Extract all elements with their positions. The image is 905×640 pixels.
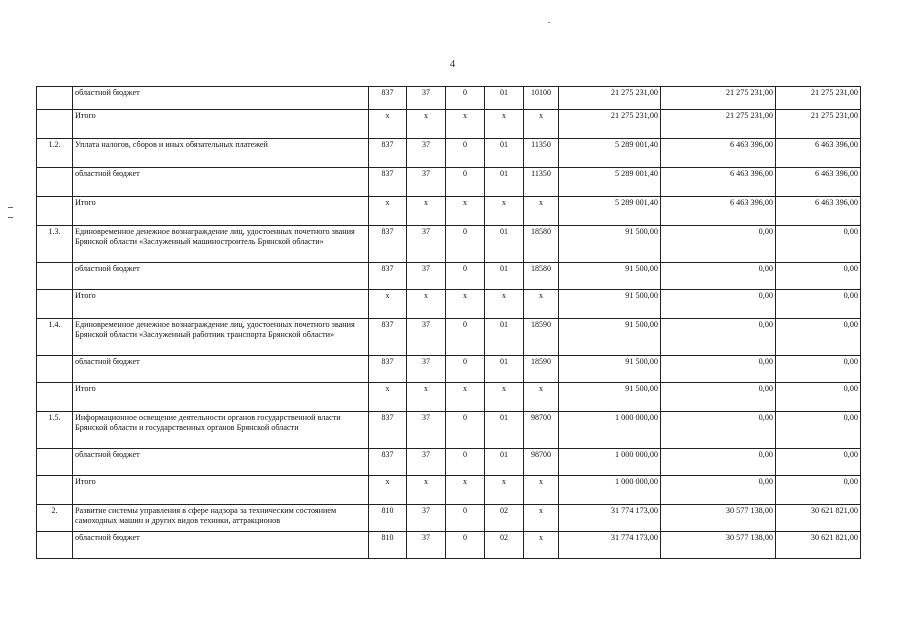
program-part-code-cell: 0 (446, 139, 485, 168)
scan-speck (548, 22, 550, 23)
row-number-cell (37, 168, 73, 197)
main-activity-code-cell: х (485, 110, 524, 139)
subprogram-code-cell: 37 (407, 168, 446, 197)
amount-year1-cell: 21 275 231,00 (559, 87, 661, 110)
main-activity-code-cell: 01 (485, 412, 524, 449)
main-activity-code-cell: х (485, 290, 524, 319)
amount-year1-cell: 91 500,00 (559, 319, 661, 356)
row-name-cell: Единовременное денежное вознаграждение лиц, удостоенных почетного звания Брянской области «Заслуженный работник транспорта Брянской области» (73, 319, 369, 356)
amount-year1-cell: 91 500,00 (559, 263, 661, 290)
gov-agency-code-cell: 837 (369, 139, 407, 168)
amount-year1-cell: 1 000 000,00 (559, 449, 661, 476)
program-part-code-cell: 0 (446, 505, 485, 532)
row-name-cell: областной бюджет (73, 532, 369, 559)
row-number-cell (37, 532, 73, 559)
main-activity-code-cell: 01 (485, 319, 524, 356)
row-name-cell: областной бюджет (73, 168, 369, 197)
amount-year2-cell: 0,00 (661, 290, 776, 319)
subprogram-code-cell: 37 (407, 319, 446, 356)
row-name-cell: Развитие системы управления в сфере надзора за техническим состоянием самоходных машин и других видов техники, аттракционов (73, 505, 369, 532)
amount-year3-cell: 21 275 231,00 (776, 110, 861, 139)
direction-code-cell: 11350 (524, 139, 559, 168)
direction-code-cell: х (524, 505, 559, 532)
amount-year2-cell: 21 275 231,00 (661, 87, 776, 110)
row-name-cell: Информационное освещение деятельности органов государственной власти Брянской области и государственных органов Брянской области (73, 412, 369, 449)
program-part-code-cell: х (446, 197, 485, 226)
direction-code-cell: 18590 (524, 356, 559, 383)
amount-year1-cell: 5 289 001,40 (559, 139, 661, 168)
table-row (37, 226, 861, 263)
main-activity-code-cell: 02 (485, 505, 524, 532)
main-activity-code-cell: 01 (485, 226, 524, 263)
program-part-code-cell: х (446, 290, 485, 319)
table-row (37, 383, 861, 412)
subprogram-code-cell: 37 (407, 449, 446, 476)
table-row (37, 110, 861, 139)
amount-year3-cell: 0,00 (776, 319, 861, 356)
subprogram-code-cell: 37 (407, 263, 446, 290)
direction-code-cell: х (524, 290, 559, 319)
direction-code-cell: 18580 (524, 263, 559, 290)
amount-year2-cell: 0,00 (661, 263, 776, 290)
page-number: 4 (449, 58, 456, 70)
row-number-cell (37, 263, 73, 290)
gov-agency-code-cell: 837 (369, 412, 407, 449)
row-number-cell (37, 290, 73, 319)
amount-year3-cell: 0,00 (776, 476, 861, 505)
row-number-cell (37, 449, 73, 476)
row-name-cell: Единовременное денежное вознаграждение лиц, удостоенных почетного звания Брянской области «Заслуженный машиностроитель Брянской области» (73, 226, 369, 263)
row-name-cell: Итого (73, 476, 369, 505)
program-part-code-cell: 0 (446, 263, 485, 290)
program-part-code-cell: 0 (446, 412, 485, 449)
amount-year2-cell: 0,00 (661, 383, 776, 412)
program-part-code-cell: 0 (446, 226, 485, 263)
gov-agency-code-cell: 837 (369, 226, 407, 263)
amount-year3-cell: 0,00 (776, 356, 861, 383)
row-number-cell (37, 356, 73, 383)
amount-year2-cell: 0,00 (661, 412, 776, 449)
gov-agency-code-cell: 810 (369, 505, 407, 532)
row-number-cell (37, 87, 73, 110)
program-part-code-cell: 0 (446, 449, 485, 476)
gov-agency-code-cell: х (369, 197, 407, 226)
amount-year2-cell: 0,00 (661, 476, 776, 505)
table-row (37, 197, 861, 226)
row-name-cell: областной бюджет (73, 263, 369, 290)
table-row (37, 412, 861, 449)
table-row (37, 476, 861, 505)
subprogram-code-cell: х (407, 476, 446, 505)
program-part-code-cell: х (446, 476, 485, 505)
amount-year1-cell: 31 774 173,00 (559, 505, 661, 532)
subprogram-code-cell: х (407, 290, 446, 319)
table-row (37, 87, 861, 110)
direction-code-cell: 10100 (524, 87, 559, 110)
program-part-code-cell: 0 (446, 168, 485, 197)
row-name-cell: Уплата налогов, сборов и иных обязательных платежей (73, 139, 369, 168)
direction-code-cell: х (524, 383, 559, 412)
amount-year3-cell: 30 621 821,00 (776, 532, 861, 559)
budget-table (36, 86, 861, 559)
program-part-code-cell: х (446, 383, 485, 412)
row-number-cell: 1.5. (37, 412, 73, 449)
scan-mark (8, 217, 13, 218)
program-part-code-cell: 0 (446, 356, 485, 383)
row-number-cell (37, 476, 73, 505)
amount-year2-cell: 6 463 396,00 (661, 197, 776, 226)
gov-agency-code-cell: х (369, 383, 407, 412)
main-activity-code-cell: 01 (485, 449, 524, 476)
row-number-cell: 2. (37, 505, 73, 532)
amount-year2-cell: 0,00 (661, 356, 776, 383)
amount-year3-cell: 0,00 (776, 383, 861, 412)
amount-year1-cell: 91 500,00 (559, 383, 661, 412)
subprogram-code-cell: 37 (407, 505, 446, 532)
amount-year3-cell: 6 463 396,00 (776, 168, 861, 197)
amount-year3-cell: 6 463 396,00 (776, 139, 861, 168)
row-name-cell: Итого (73, 197, 369, 226)
amount-year1-cell: 21 275 231,00 (559, 110, 661, 139)
program-part-code-cell: х (446, 110, 485, 139)
row-name-cell: Итого (73, 110, 369, 139)
direction-code-cell: х (524, 110, 559, 139)
amount-year1-cell: 5 289 001,40 (559, 168, 661, 197)
subprogram-code-cell: 37 (407, 532, 446, 559)
program-part-code-cell: 0 (446, 87, 485, 110)
row-number-cell: 1.4. (37, 319, 73, 356)
row-number-cell (37, 383, 73, 412)
main-activity-code-cell: х (485, 197, 524, 226)
row-name-cell: областной бюджет (73, 356, 369, 383)
table-row (37, 356, 861, 383)
subprogram-code-cell: х (407, 110, 446, 139)
table-row (37, 505, 861, 532)
direction-code-cell: 11350 (524, 168, 559, 197)
amount-year3-cell: 30 621 821,00 (776, 505, 861, 532)
amount-year2-cell: 21 275 231,00 (661, 110, 776, 139)
row-number-cell (37, 110, 73, 139)
amount-year2-cell: 30 577 138,00 (661, 532, 776, 559)
scan-mark (8, 207, 13, 208)
gov-agency-code-cell: 837 (369, 168, 407, 197)
direction-code-cell: 98700 (524, 412, 559, 449)
direction-code-cell: 18580 (524, 226, 559, 263)
amount-year3-cell: 0,00 (776, 412, 861, 449)
table-row (37, 168, 861, 197)
amount-year3-cell: 0,00 (776, 290, 861, 319)
subprogram-code-cell: 37 (407, 412, 446, 449)
gov-agency-code-cell: х (369, 110, 407, 139)
amount-year1-cell: 1 000 000,00 (559, 412, 661, 449)
gov-agency-code-cell: х (369, 476, 407, 505)
amount-year1-cell: 5 289 001,40 (559, 197, 661, 226)
amount-year3-cell: 6 463 396,00 (776, 197, 861, 226)
amount-year3-cell: 0,00 (776, 449, 861, 476)
direction-code-cell: х (524, 476, 559, 505)
row-name-cell: Итого (73, 290, 369, 319)
amount-year2-cell: 0,00 (661, 449, 776, 476)
amount-year1-cell: 1 000 000,00 (559, 476, 661, 505)
amount-year1-cell: 91 500,00 (559, 356, 661, 383)
direction-code-cell: х (524, 197, 559, 226)
amount-year3-cell: 0,00 (776, 226, 861, 263)
direction-code-cell: 18590 (524, 319, 559, 356)
main-activity-code-cell: 01 (485, 168, 524, 197)
subprogram-code-cell: 37 (407, 356, 446, 383)
amount-year1-cell: 31 774 173,00 (559, 532, 661, 559)
gov-agency-code-cell: 837 (369, 449, 407, 476)
direction-code-cell: 98700 (524, 449, 559, 476)
amount-year2-cell: 0,00 (661, 226, 776, 263)
gov-agency-code-cell: х (369, 290, 407, 319)
subprogram-code-cell: 37 (407, 87, 446, 110)
table-row (37, 532, 861, 559)
program-part-code-cell: 0 (446, 532, 485, 559)
gov-agency-code-cell: 837 (369, 319, 407, 356)
amount-year2-cell: 6 463 396,00 (661, 168, 776, 197)
table-row (37, 139, 861, 168)
table-row (37, 290, 861, 319)
main-activity-code-cell: х (485, 383, 524, 412)
subprogram-code-cell: х (407, 383, 446, 412)
row-name-cell: областной бюджет (73, 449, 369, 476)
gov-agency-code-cell: 837 (369, 87, 407, 110)
amount-year3-cell: 21 275 231,00 (776, 87, 861, 110)
table-row (37, 319, 861, 356)
row-number-cell: 1.3. (37, 226, 73, 263)
gov-agency-code-cell: 837 (369, 356, 407, 383)
main-activity-code-cell: х (485, 476, 524, 505)
main-activity-code-cell: 01 (485, 263, 524, 290)
subprogram-code-cell: х (407, 197, 446, 226)
amount-year2-cell: 30 577 138,00 (661, 505, 776, 532)
main-activity-code-cell: 01 (485, 139, 524, 168)
amount-year3-cell: 0,00 (776, 263, 861, 290)
main-activity-code-cell: 01 (485, 87, 524, 110)
main-activity-code-cell: 02 (485, 532, 524, 559)
gov-agency-code-cell: 810 (369, 532, 407, 559)
amount-year2-cell: 6 463 396,00 (661, 139, 776, 168)
row-number-cell (37, 197, 73, 226)
amount-year1-cell: 91 500,00 (559, 226, 661, 263)
program-part-code-cell: 0 (446, 319, 485, 356)
gov-agency-code-cell: 837 (369, 263, 407, 290)
row-name-cell: Итого (73, 383, 369, 412)
amount-year2-cell: 0,00 (661, 319, 776, 356)
amount-year1-cell: 91 500,00 (559, 290, 661, 319)
table-row (37, 449, 861, 476)
table-row (37, 263, 861, 290)
subprogram-code-cell: 37 (407, 226, 446, 263)
main-activity-code-cell: 01 (485, 356, 524, 383)
row-number-cell: 1.2. (37, 139, 73, 168)
direction-code-cell: х (524, 532, 559, 559)
row-name-cell: областной бюджет (73, 87, 369, 110)
subprogram-code-cell: 37 (407, 139, 446, 168)
